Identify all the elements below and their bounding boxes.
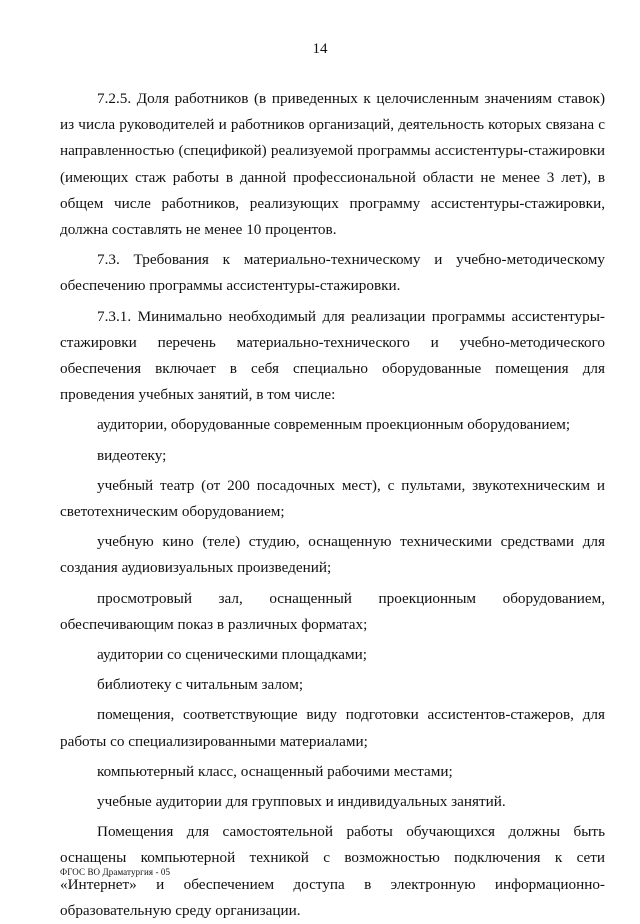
- list-item: компьютерный класс, оснащенный рабочими местами;: [97, 762, 453, 780]
- list-item: учебные аудитории для групповых и индивидуальных занятий.: [97, 793, 506, 811]
- paragraph-self-study-rooms: Помещения для самостоятельной работы обучающихся должны быть оснащены компьютерной техникой с возможностью подключения к сети «Интернет» и обеспечением доступа в электронную информационно-образовательную среду организации.: [60, 823, 605, 919]
- list-item: библиотеку с читальным залом;: [97, 676, 304, 694]
- list-item: просмотровый зал, оснащенный проекционным оборудованием, обеспечивающим показ в различных форматах;: [60, 589, 605, 633]
- paragraph-7-2-5: 7.2.5. Доля работников (в приведенных к целочисленным значениям ставок) из числа руководителей и работников организаций, деятельность которых связана с направленностью (спецификой) реализуемой программы ассистентуры-стажировки (имеющих стаж работы в данной профессиональной области не менее 3 лет), в общем числе работников, реализующих программу ассистентуры-стажировки, должна составлять не менее 10 процентов.: [60, 90, 605, 239]
- list-item: учебную кино (теле) студию, оснащенную техническими средствами для создания аудиовизуальных произведений;: [60, 533, 605, 577]
- list-item: видеотеку;: [97, 446, 167, 464]
- list-item: аудитории, оборудованные современным проекционным оборудованием;: [97, 416, 571, 434]
- list-item: аудитории со сценическими площадками;: [97, 646, 367, 664]
- list-item: учебный театр (от 200 посадочных мест), с пультами, звукотехническим и светотехническим оборудованием;: [60, 476, 605, 521]
- paragraph-7-3-1: 7.3.1. Минимально необходимый для реализации программы ассистентуры-стажировки перечень материально-технического и учебно-методического обеспечения включает в себя специально оборудованные помещения для проведения учебных занятий, в том числе:: [60, 307, 605, 404]
- document-footer: ФГОС ВО Драматургия - 05: [60, 867, 171, 877]
- paragraph-7-3: 7.3. Требования к материально-техническому и учебно-методическому обеспечению программы ассистентуры-стажировки.: [60, 251, 605, 295]
- page-number: 14: [312, 41, 328, 57]
- list-item: помещения, соответствующие виду подготовки ассистентов-стажеров, для работы со специализированными материалами;: [60, 706, 605, 750]
- document-body: [60, 86, 605, 924]
